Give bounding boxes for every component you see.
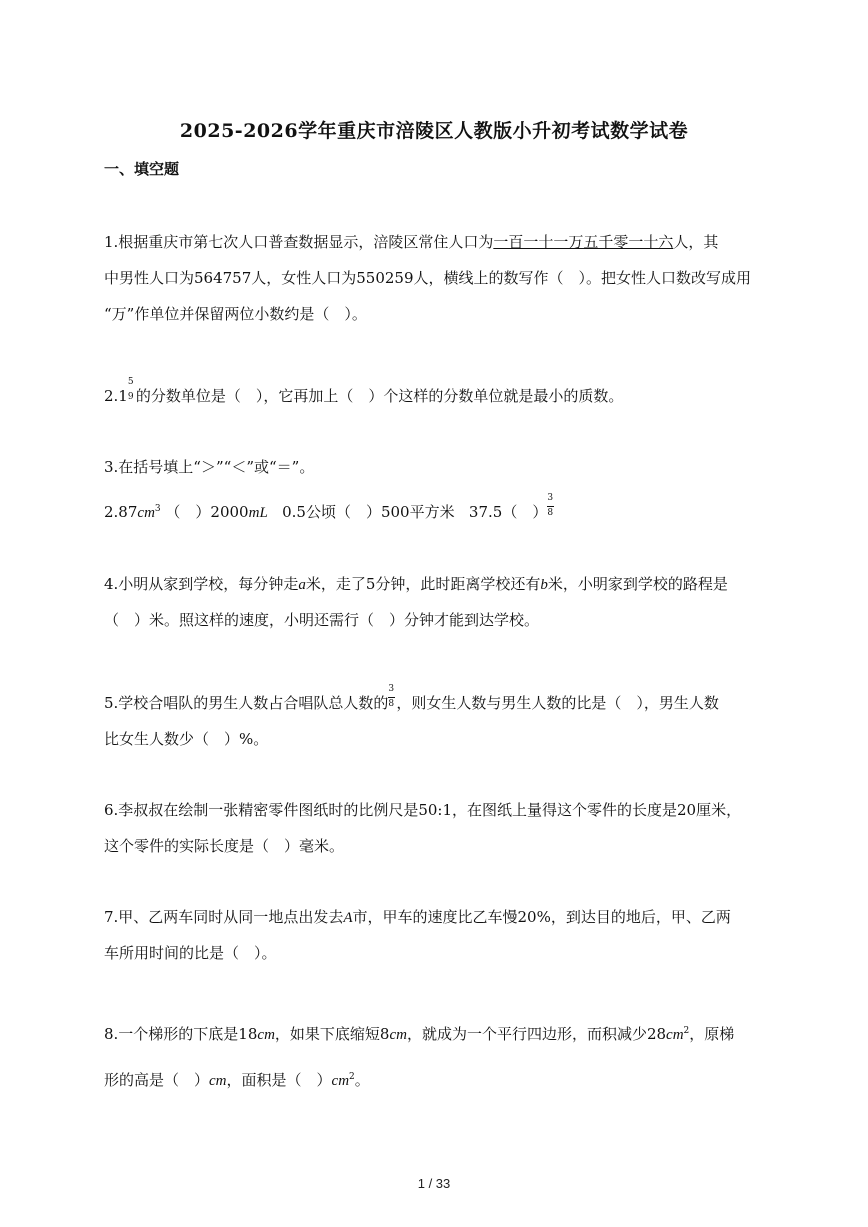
question-5-line-2: 比女生人数少（ ）%。 xyxy=(104,730,269,748)
q3-b-unit: mL xyxy=(248,505,268,521)
q8-exponent-3: 2 xyxy=(683,1026,690,1036)
q2-fraction xyxy=(127,377,136,402)
q8-unit-2: cm xyxy=(389,1027,407,1043)
question-4-line-2: （ ）米。照这样的速度，小明还需行（ ）分钟才能到达学校。 xyxy=(104,611,540,629)
question-4-line-1 xyxy=(104,573,728,594)
q1-text-a: 1.根据重庆市第七次人口普查数据显示，涪陵区常住人口为 xyxy=(104,233,494,251)
q4-text-c: 米，小明家到学校的路程是 xyxy=(547,575,728,593)
q3-b-text: （ ）2000 xyxy=(165,503,249,521)
question-6-line-2: 这个零件的实际长度是（ ）毫米。 xyxy=(104,837,345,855)
question-5-line-1 xyxy=(104,684,719,713)
q3-denominator: 8 xyxy=(547,508,554,518)
q1-underlined-number: 一百一十一万五千零一十六 xyxy=(493,233,674,251)
fraction-bar xyxy=(388,697,395,698)
q8-text-a: 8.一个梯形的下底是18 xyxy=(104,1025,258,1043)
question-1-line-3: “万”作单位并保留两位小数约是（ ）。 xyxy=(104,305,367,323)
q3-numerator: 3 xyxy=(547,493,554,503)
q5-text-b: ，则女生人数与男生人数的比是（ ），男生人数 xyxy=(396,694,719,712)
q8-text-g: 。 xyxy=(354,1071,370,1089)
q7-text-b: 市，甲车的速度比乙车慢20%，到达目的地后，甲、乙两 xyxy=(352,908,731,926)
q8-text-d: ，原梯 xyxy=(689,1025,735,1043)
q5-text-a: 5.学校合唱队的男生人数占合唱队总人数的 xyxy=(104,694,389,712)
q8-text-b: ，如果下底缩短8 xyxy=(274,1025,390,1043)
q3-d-text: 37.5（ ） xyxy=(468,503,548,521)
q4-text-b: 米，走了5分钟，此时距离学校还有 xyxy=(305,575,541,593)
q3-a-exponent: 3 xyxy=(154,504,161,514)
section-heading: 一、填空题 xyxy=(104,160,180,178)
question-3-line-2 xyxy=(104,493,555,522)
q4-var-b: b xyxy=(540,577,548,593)
question-2 xyxy=(104,377,624,406)
question-7-line-1 xyxy=(104,906,731,927)
q8-text-f: ，面积是（ ） xyxy=(226,1071,332,1089)
q7-text-a: 7.甲、乙两车同时从同一地点出发去 xyxy=(104,908,344,926)
q4-text-a: 4.小明从家到学校，每分钟走 xyxy=(104,575,299,593)
q8-exponent-5: 2 xyxy=(349,1072,355,1082)
q4-var-a: a xyxy=(298,577,306,593)
page-title: 2025-2026学年重庆市涪陵区人教版小升初考试数学试卷 xyxy=(179,120,689,142)
q3-fraction xyxy=(547,493,555,518)
question-8-line-1 xyxy=(104,1023,734,1044)
q8-unit-3: cm xyxy=(666,1027,684,1043)
q3-a-value: 2.87 xyxy=(104,503,138,521)
q3-a-unit: cm xyxy=(137,505,155,521)
q2-text: 的分数单位是（ ），它再加上（ ）个这样的分数单位就是最小的质数。 xyxy=(135,387,624,405)
question-1-line-1 xyxy=(104,231,718,252)
q8-text-c: ，就成为一个平行四边形，而积减少28 xyxy=(406,1025,667,1043)
q5-denominator: 8 xyxy=(388,699,395,709)
q2-numerator: 5 xyxy=(127,377,134,387)
q8-text-e: 形的高是（ ） xyxy=(104,1071,210,1089)
q8-unit-4: cm xyxy=(209,1073,227,1089)
question-6-line-1: 6.李叔叔在绘制一张精密零件图纸时的比例尺是50:1，在图纸上量得这个零件的长度是20厘米， xyxy=(104,801,742,819)
question-3-line-1: 3.在括号填上“＞”“＜”或“＝”。 xyxy=(104,458,315,476)
q2-denominator: 9 xyxy=(127,392,134,402)
q8-unit-5: cm xyxy=(331,1073,350,1089)
question-8-line-2 xyxy=(104,1069,370,1090)
question-7-line-2: 车所用时间的比是（ ）。 xyxy=(104,944,277,962)
q5-fraction xyxy=(388,684,396,709)
q7-var-a: A xyxy=(343,910,353,926)
fraction-bar xyxy=(547,506,554,507)
question-1-line-2: 中男性人口为564757人，女性人口为550259人，横线上的数写作（ ）。把女性人口数改写成用 xyxy=(104,269,752,287)
page-number: 1 / 33 xyxy=(417,1176,451,1191)
q2-prefix: 2.1 xyxy=(104,387,128,405)
q1-text-b: 人，其 xyxy=(673,233,719,251)
q5-numerator: 3 xyxy=(388,684,395,694)
q8-unit-1: cm xyxy=(257,1027,275,1043)
q3-c-text: 0.5公顷（ ）500平方米 xyxy=(282,503,455,521)
